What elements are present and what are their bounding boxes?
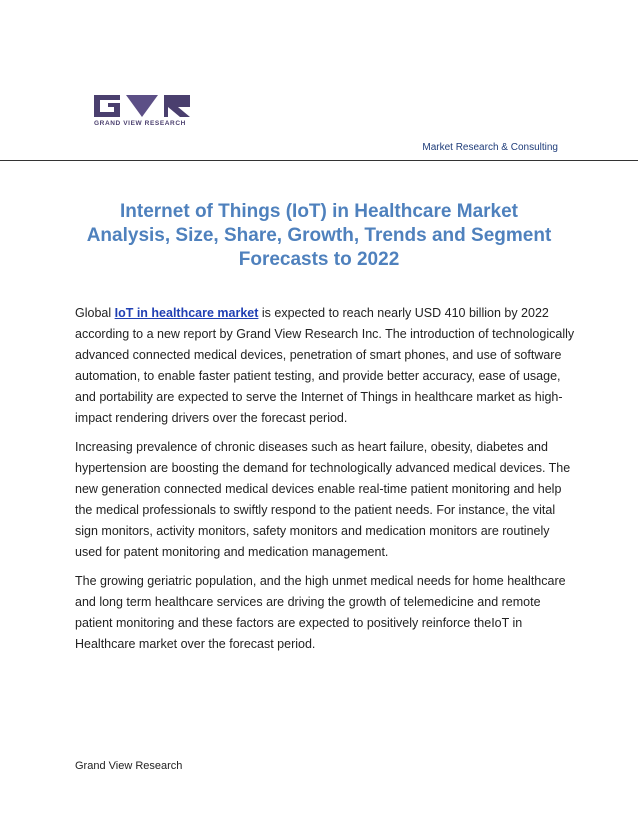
gvr-logo-mark [94,95,190,117]
document-body [75,303,575,663]
paragraph-2: Increasing prevalence of chronic diseases such as heart failure, obesity, diabetes and hypertension are boosting the demand for technologically advanced medical devices. The new generation connected medical devices enable real-time patient monitoring and help the medical professionals to swiftly respond to the patient needs. For instance, the vital sign monitors, activity monitors, safety monitors and medication monitors are routinely used for patent monitoring and medication management. [75,440,571,559]
p1-suffix: is expected to reach nearly USD 410 billion by 2022 according to a new report by Grand View Research Inc. The introduction of technologically advanced connected medical devices, penetration of smart phones, and use of software automation, to enable faster patient testing, and provide better accuracy, ease of usage, and portability are expected to serve the Internet of Things in healthcare market as high-impact rendering drivers over the forecast period. [75,306,575,425]
p1-prefix: Global [75,306,115,320]
paragraph-3: The growing geriatric population, and the high unmet medical needs for home healthcare and long term healthcare services are driving the growth of telemedicine and remote patient monitoring and these factors are expected to positively reinforce theIoT in Healthcare market over the forecast period. [75,574,566,651]
iot-healthcare-market-link[interactable]: IoT in healthcare market [114,306,259,320]
company-logo [94,95,194,127]
header-tagline: Market Research & Consulting [422,142,558,153]
document-title: Internet of Things (IoT) in Healthcare Market Analysis, Size, Share, Growth, Trends and Segment Forecasts to 2022 [86,201,552,270]
paragraph-1 [75,303,575,429]
header-divider [0,160,638,161]
page-footer: Grand View Research [75,760,183,772]
logo-text: GRAND VIEW RESEARCH [94,120,186,127]
